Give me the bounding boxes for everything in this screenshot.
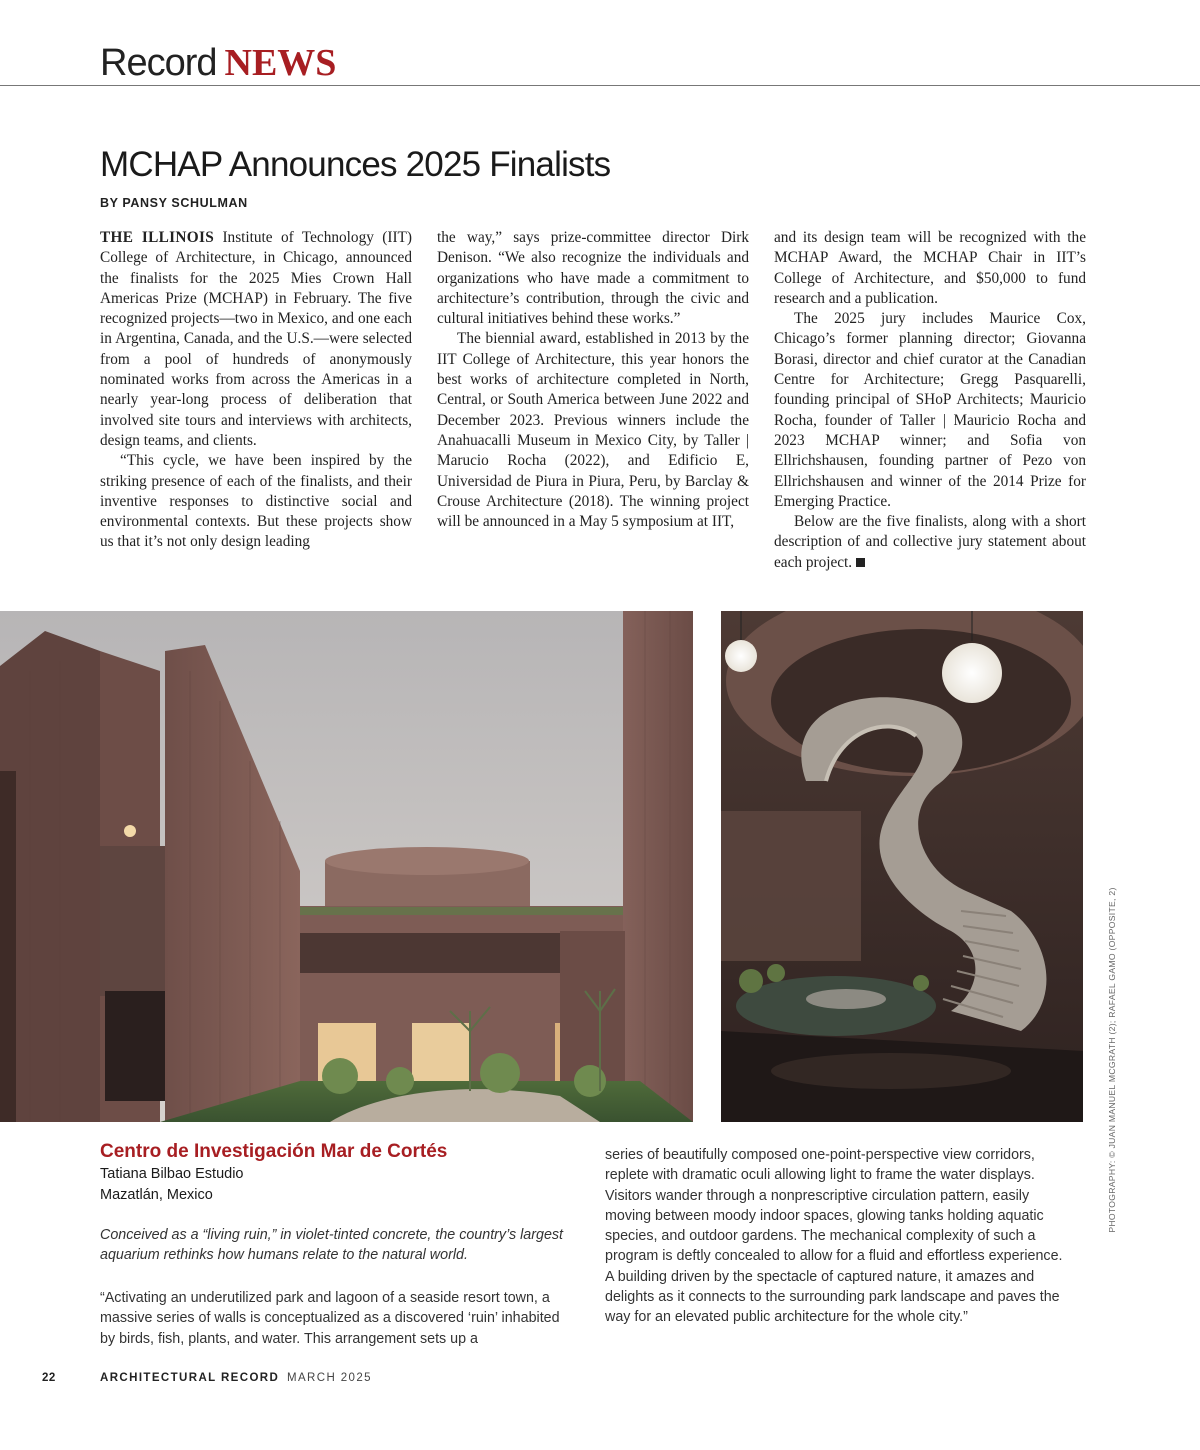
issue-date: MARCH 2025 [287, 1372, 372, 1384]
paragraph [100, 228, 412, 451]
section-title-light: Record [100, 42, 217, 84]
header-divider [0, 85, 1200, 86]
paragraph: “This cycle, we have been inspired by the striking presence of each of the finalists, and their inventive responses to distinctive social and environmental contexts. But these projects show us that it’s not only design leading [100, 452, 412, 551]
body-column-2 [437, 228, 749, 532]
project-location: Mazatlán, Mexico [100, 1187, 213, 1203]
publication-name: ARCHITECTURAL RECORD [100, 1372, 280, 1384]
body-column-3 [774, 228, 1086, 573]
paragraph: The biennial award, established in 2013 by the IIT College of Architecture, this year honors the best works of architecture completed in North, Central, or South America between June 2022 and December 2023. Previous winners include the Anahuacalli Museum in Mexico City, by Taller | Marucio Rocha (2022), and Edificio E, Universidad de Piura in Piura, Peru, by Barclay & Crouse Architecture (2018). The winning project will be announced in a May 5 symposium at IIT, [437, 330, 749, 531]
paragraph [774, 512, 1086, 573]
lead-in: THE ILLINOIS [100, 229, 215, 246]
paragraph-text: Institute of Technology (IIT) College of Architecture, in Chicago, announced the finalists for the 2025 Mies Crown Hall Americas Prize (MCHAP) in February. The five recognized projects—two in Mexico, and one each in Argentina, Canada, and the U.S.—were selected from a pool of hundreds of anonymously nominated works from across the Americas in a nearly year-long process of deliberation that involved site tours and interviews with architects, design teams, and clients. [100, 229, 412, 449]
section-title [100, 40, 336, 86]
article-headline: MCHAP Announces 2025 Finalists [100, 145, 611, 184]
end-mark-icon [856, 558, 865, 567]
paragraph: The 2025 jury includes Maurice Cox, Chicago’s former planning director; Giovanna Borasi, director and chief curator at the Canadian Centre for Architecture; Gregg Pasquarelli, founding principal of SHoP Architects; Mauricio Rocha, founder of Taller | Mauricio Rocha and 2023 MCHAP winner; and Sofia von Ellrichshausen, founding partner of Pezo von Ellrichshausen and winner of the 2014 Prize for Emerging Practice. [774, 310, 1086, 510]
section-title-bold: NEWS [224, 42, 337, 84]
photo-credit-text: PHOTOGRAPHY: © JUAN MANUEL MCGRATH (2); RAFAEL GAMO (OPPOSITE, 2) [1107, 887, 1117, 1233]
paragraph-text: Below are the five finalists, along with a short description of and collective jury statement about each project. [774, 513, 1086, 571]
article-byline: BY PANSY SCHULMAN [100, 196, 248, 210]
project-title: Centro de Investigación Mar de Cortés [100, 1141, 448, 1162]
paragraph: and its design team will be recognized with the MCHAP Award, the MCHAP Chair in IIT’s College of Architecture, and $50,000 to fund research and a publication. [774, 229, 1086, 307]
courtyard-photo-illustration [0, 611, 693, 1122]
jury-statement-part-1: “Activating an underutilized park and lagoon of a seaside resort town, a massive series of walls is conceptualized as a discovered ‘ruin’ inhabited by birds, fish, plants, and water. This arrangement sets up a [100, 1290, 560, 1347]
jury-statement-part-2: series of beautifully composed one-point-perspective view corridors, replete with dramatic oculi allowing light to frame the water displays. Visitors wander through a nonprescriptive circulation pattern, easily moving between moody indoor spaces, glowing tanks holding aquatic species, and outdoor gardens. The mechanical complexity of such a program is deftly concealed to allow for a fluid and effortless experience. A building driven by the spectacle of captured nature, it amazes and delights as it connects to the surrounding park landscape and paves the way for an elevated public architecture for the whole city.” [605, 1147, 1063, 1326]
spiral-stair-photo-illustration [721, 611, 1083, 1122]
project-deck: Conceived as a “living ruin,” in violet-tinted concrete, the country’s largest aquarium rethinks how humans relate to the natural world. [100, 1227, 564, 1264]
project-firm: Tatiana Bilbao Estudio [100, 1166, 244, 1182]
body-column-1 [100, 228, 412, 553]
paragraph: the way,” says prize-committee director Dirk Denison. “We also recognize the individuals and organizations who have made a commitment to architecture’s contribution, through the civic and cultural initiatives behind these works.” [437, 229, 749, 328]
page-number: 22 [42, 1372, 56, 1384]
spiral-stair-photo [721, 611, 1083, 1122]
courtyard-photo [0, 611, 693, 1122]
